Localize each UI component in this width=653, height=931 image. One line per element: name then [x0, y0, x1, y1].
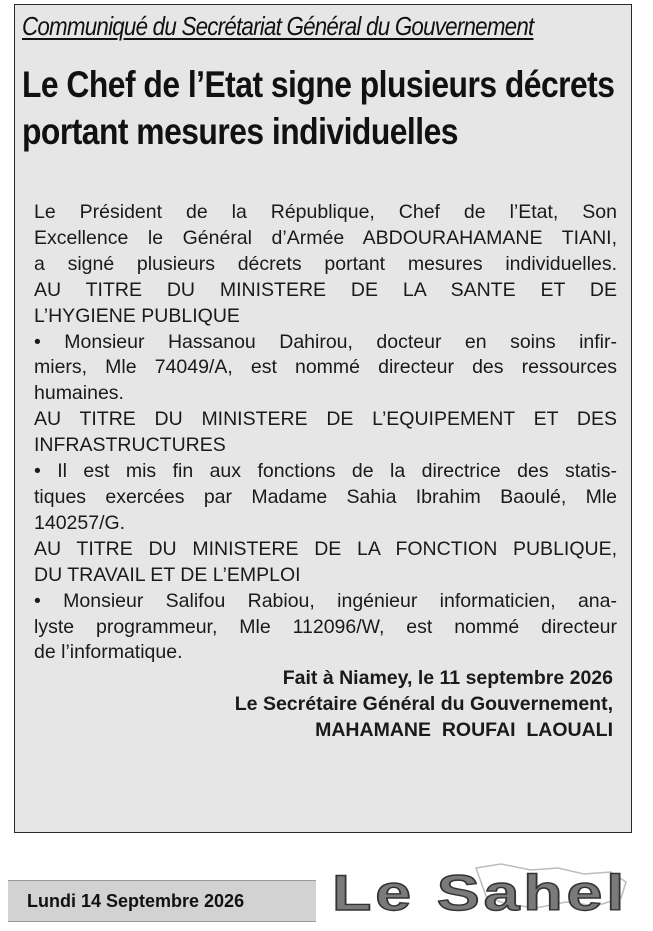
headline-line: Le Chef de l’Etat signe plusieurs décrets: [22, 64, 615, 105]
body-line: • Monsieur Salifou Rabiou, ingénieur informaticien, ana-: [34, 589, 617, 612]
body-line: de l’informatique.: [34, 641, 183, 664]
body-line: 140257/G.: [34, 511, 126, 534]
body-line: • Monsieur Hassanou Dahirou, docteur en soins infir-: [34, 330, 617, 353]
body-line: miers, Mle 74049/A, est nommé directeur des ressources: [34, 356, 617, 379]
masthead-text: Le Sahel: [332, 865, 628, 921]
body-line: Le Président de la République, Chef de l’Etat, Son: [34, 201, 617, 223]
ministry-heading: AU TITRE DU MINISTERE DE LA SANTE ET DE: [34, 278, 617, 301]
body-line: lyste programmeur, Mle 112096/W, est nommé directeur: [34, 615, 617, 638]
article-body: [34, 200, 617, 744]
body-line: • Il est mis fin aux fonctions de la directrice des statis-: [34, 460, 617, 483]
communique-box: [14, 4, 632, 833]
signature-place-date: Fait à Niamey, le 11 septembre 2026: [282, 667, 613, 690]
ministry-heading: AU TITRE DU MINISTERE DE LA FONCTION PUBLIQUE,: [34, 537, 617, 560]
body-line: a signé plusieurs décrets portant mesures individuelles.: [34, 252, 617, 275]
ministry-heading: L’HYGIENE PUBLIQUE: [34, 304, 240, 327]
ministry-heading: AU TITRE DU MINISTERE DE L’EQUIPEMENT ET DES: [34, 408, 617, 431]
footer-date-band: [8, 880, 316, 922]
masthead-logo: [326, 858, 636, 924]
ministry-heading: DU TRAVAIL ET DE L’EMPLOI: [34, 563, 301, 586]
body-line: tiques exercées par Madame Sahia Ibrahim Baoulé, Mle: [34, 485, 617, 508]
headline: [22, 61, 624, 155]
ministry-heading: INFRASTRUCTURES: [34, 434, 226, 457]
signature-title: Le Secrétaire Général du Gouvernement,: [234, 693, 613, 716]
signature-name: MAHAMANE ROUFAI LAOUALI: [315, 719, 613, 742]
body-line: Excellence le Général d’Armée ABDOURAHAMANE TIANI,: [34, 226, 617, 249]
kicker: Communiqué du Secrétariat Général du Gouvernement: [22, 11, 534, 41]
headline-line: portant mesures individuelles: [22, 111, 458, 152]
body-line: humaines.: [34, 382, 124, 405]
issue-date: Lundi 14 Septembre 2026: [27, 891, 245, 911]
